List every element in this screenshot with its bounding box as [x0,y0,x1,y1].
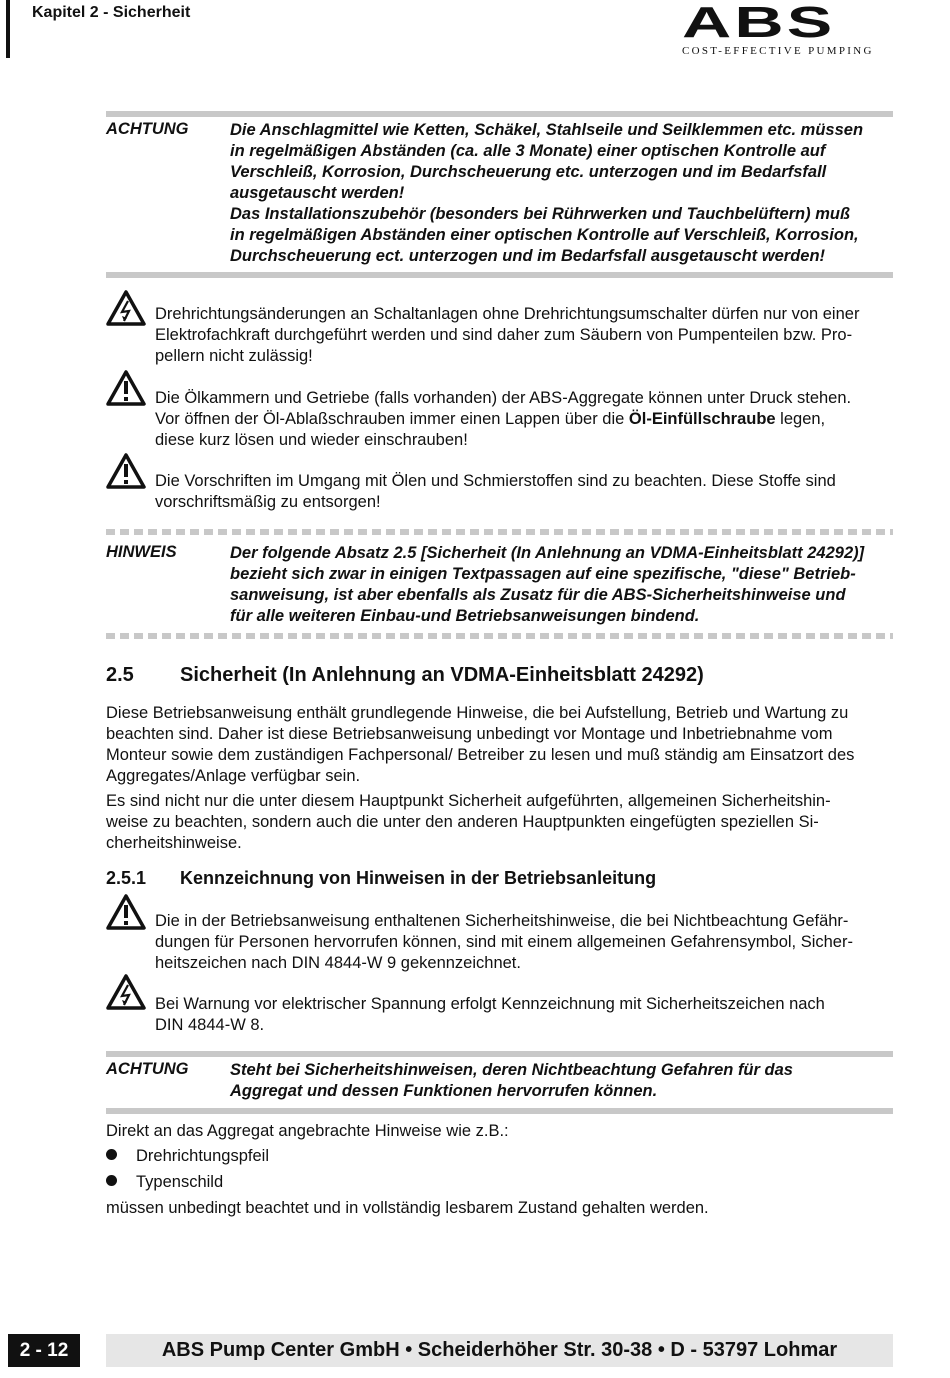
text-line: Die Ölkammern und Getriebe (falls vorhanden) der ABS-Aggregate können unter Druck stehen. [155,389,852,407]
warning-text [155,471,895,513]
closing-outro: müssen unbedingt beachtet und in vollständig lesbarem Zustand gehalten werden. [106,1199,709,1217]
text-line: Monteur sowie dem zuständigen Fachpersonal/ Betreiber zu lesen und muß ständig am Einsatzort des [106,746,855,764]
achtung-text [230,120,895,267]
warning-text [155,911,895,974]
abs-logo [682,0,892,57]
electrical-hazard-icon [106,290,146,326]
section-paragraph [106,703,896,787]
subsection-number: 2.5.1 [106,868,147,888]
text-line: pellern nicht zulässig! [155,347,313,365]
text-line: Verschleiß, Korrosion, Durchscheuerung etc. unterzogen und im Bedarfsfall [230,163,827,181]
closing-intro: Direkt an das Aggregat angebrachte Hinweise wie z.B.: [106,1122,509,1140]
text-line: für alle weiteren Einbau-und Betriebsanweisungen bindend. [230,607,700,625]
bold-term: Öl-Einfüllschraube [628,410,776,428]
general-hazard-icon [106,453,146,489]
text-line: Aggregates/Anlage verfügbar sein. [106,767,361,785]
achtung-bottom-rule [106,272,893,278]
text-line: Aggregat und dessen Funktionen hervorrufen können. [230,1082,658,1100]
bullet-icon [106,1149,117,1160]
logo-tagline: COST-EFFECTIVE PUMPING [682,45,874,57]
page-number: 2 - 12 [8,1334,80,1367]
section-title: Sicherheit (In Anlehnung an VDMA-Einheitsblatt 24292) [180,664,704,686]
text-line: Bei Warnung vor elektrischer Spannung erfolgt Kennzeichnung mit Sicherheitszeichen nach [155,995,825,1013]
list-item [106,1147,269,1166]
warning-text [155,388,895,451]
text-line: cherheitshinweise. [106,834,242,852]
achtung-bottom-rule [106,1108,893,1114]
subsection-heading [106,868,656,889]
list-item-text: Typenschild [136,1173,224,1191]
text-span: legen, [775,410,826,428]
section-paragraph [106,791,896,854]
text-line: sanweisung, ist aber ebenfalls als Zusatz für die ABS-Sicherheitshinweise und [230,586,846,604]
header-bar [6,0,10,58]
warning-text [155,994,895,1036]
list-item-text: Drehrichtungspfeil [136,1147,269,1165]
hinweis-label: HINWEIS [106,543,177,561]
text-line [155,409,895,430]
footer-address: ABS Pump Center GmbH • Scheiderhöher Str. 30-38 • D - 53797 Lohmar [106,1334,893,1367]
text-line: bezieht sich zwar in einigen Textpassagen auf eine spezifische, "diese" Betrieb- [230,565,856,583]
bullet-icon [106,1175,117,1186]
text-line: Steht bei Sicherheitshinweisen, deren Nichtbeachtung Gefahren für das [230,1061,793,1079]
text-line: heitszeichen nach DIN 4844-W 9 gekennzeichnet. [155,954,521,972]
text-line: Die Vorschriften im Umgang mit Ölen und Schmierstoffen sind zu beachten. Diese Stoffe sind [155,472,836,490]
warning-text [155,304,895,367]
text-line: dungen für Personen hervorrufen können, sind mit einem allgemeinen Gefahrensymbol, Sicher- [155,933,853,951]
general-hazard-icon [106,370,146,406]
electrical-hazard-icon [106,974,146,1010]
section-number: 2.5 [106,664,134,686]
text-line: Das Installationszubehör (besonders bei Rührwerken und Tauchbelüftern) muß [230,205,851,223]
general-hazard-icon [106,894,146,930]
achtung-label: ACHTUNG [106,120,189,138]
text-line: Es sind nicht nur die unter diesem Hauptpunkt Sicherheit aufgeführten, allgemeinen Sicherheitshin- [106,792,831,810]
text-line: weise zu beachten, sondern auch die unter den anderen Hauptpunkten eingefügten speziellen Si- [106,813,819,831]
text-line: beachten sind. Daher ist diese Betriebsanweisung unbedingt vor Montage und Inbetriebnahme vom [106,725,833,743]
section-heading [106,664,704,687]
achtung-top-rule [106,111,893,117]
text-line: Drehrichtungsänderungen an Schaltanlagen ohne Drehrichtungsumschalter dürfen nur von einer [155,305,860,323]
text-line: vorschriftsmäßig zu entsorgen! [155,493,381,511]
hinweis-bottom-rule [106,633,893,639]
text-line: in regelmäßigen Abständen einer optischen Kontrolle auf Verschleiß, Korrosion, [230,226,859,244]
text-line: Die in der Betriebsanweisung enthaltenen Sicherheitshinweise, die bei Nichtbeachtung Gefähr- [155,912,849,930]
chapter-title: Kapitel 2 - Sicherheit [32,4,191,21]
text-line: DIN 4844-W 8. [155,1016,265,1034]
text-line: Durchscheuerung ect. unterzogen und im Bedarfsfall ausgetauscht werden! [230,247,826,265]
text-line: in regelmäßigen Abständen (ca. alle 3 Monate) einer optischen Kontrolle auf [230,142,826,160]
text-line: diese kurz lösen und wieder einschrauben! [155,431,468,449]
list-item [106,1173,223,1192]
achtung-text [230,1060,895,1102]
text-span: Vor öffnen der Öl-Ablaßschrauben immer einen Lappen über die [155,410,629,428]
text-line: Elektrofachkraft durchgeführt werden und sind daher zum Säubern von Pumpenteilen bzw. Pro- [155,326,853,344]
text-line: Die Anschlagmittel wie Ketten, Schäkel, Stahlseile und Seilklemmen etc. müssen [230,121,864,139]
hinweis-top-rule [106,529,893,535]
text-line: Diese Betriebsanweisung enthält grundlegende Hinweise, die bei Aufstellung, Betrieb und Wartung zu [106,704,849,722]
text-line: Der folgende Absatz 2.5 [Sicherheit (In Anlehnung an VDMA-Einheitsblatt 24292)] [230,544,865,562]
text-line: ausgetauscht werden! [230,184,405,202]
logo-text: ABS [682,0,836,47]
subsection-title: Kennzeichnung von Hinweisen in der Betriebsanleitung [180,868,657,888]
achtung-label: ACHTUNG [106,1060,189,1078]
hinweis-text [230,543,895,627]
achtung-top-rule [106,1051,893,1057]
